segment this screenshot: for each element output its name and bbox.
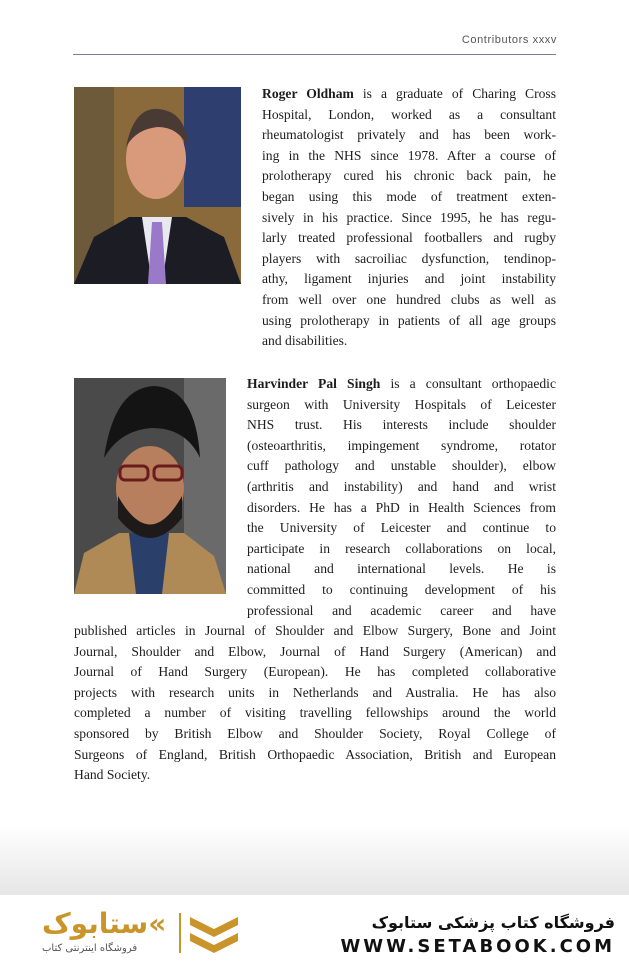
chevron-logo-icon <box>178 911 240 955</box>
contributor-name: Harvinder Pal Singh <box>247 376 381 391</box>
contributor-name: Roger Oldham <box>262 86 354 101</box>
running-head: Contributors xxxv <box>461 34 557 46</box>
logo-wordmark: ستابوک« <box>42 907 167 940</box>
footer-fade <box>0 825 629 895</box>
header-rule <box>73 54 556 55</box>
bio-oldham: Roger Oldham is a graduate of Charing Cross Hospital, London, worked as a consultant rheumatologist privately and has been work- ing in the NHS since 1978. After a course of prolotherapy cured his chronic back pain, he began using this mode of treatment exten- sively in his practice. Since 1995, he has regu- larly treated professional footballers and rugby players with sacroiliac dysfunction, tendinop- athy, ligament injuries and joint instability from well over one hundred clubs as well as using prolotherapy in patients of all age groups and disabilities. <box>262 86 556 349</box>
logo-subtitle: فروشگاه اینترنتی کتاب <box>42 943 138 954</box>
store-name: فروشگاه کتاب پزشکی ستابوک <box>371 913 615 932</box>
store-url-link[interactable]: WWW.SETABOOK.COM <box>340 936 615 957</box>
setabook-logo[interactable] <box>28 907 258 959</box>
bio-singh: Harvinder Pal Singh is a consultant orthopaedic surgeon with University Hospitals of Leicester NHS trust. His interests include shoulder (osteoarthritis, impingement syndrome, rotator cuff pathology and unstable shoulder), elbow (arthritis and instability) and hand and wrist disorders. He has a PhD in Health Sciences from the University of Leicester and continue to participate in research collaborations on local, national and international levels. He is committed to continuing development of his professional and academic career and have <box>247 376 556 618</box>
bio-singh-continued: published articles in Journal of Shoulder and Elbow Surgery, Bone and Joint Journal, Shoulder and Elbow, Journal of Hand Surgery (American) and Journal of Hand Surgery (European). He has completed collaborative projects with research units in Netherlands and Australia. He has also completed a number of visiting travelling fellowships around the world sponsored by British Elbow and Shoulder Society, Royal College of Surgeons of England, British Orthopaedic Association, British and European Hand Society. <box>74 623 556 783</box>
portrait-photo-singh <box>74 378 226 594</box>
portrait-photo-oldham <box>74 87 241 284</box>
